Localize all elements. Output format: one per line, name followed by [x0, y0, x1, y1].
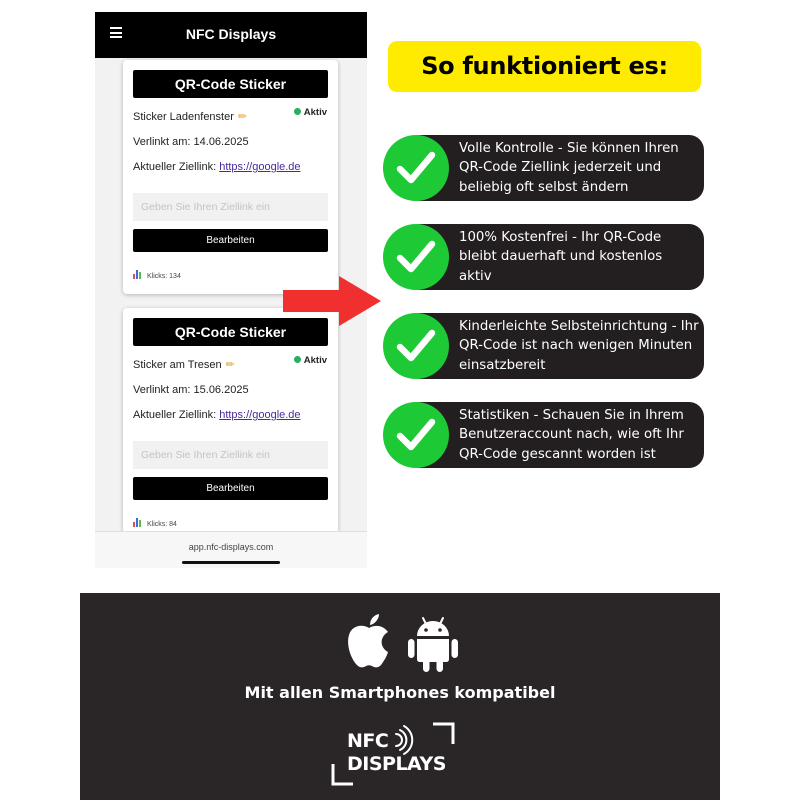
feature-text: Statistiken - Schauen Sie in Ihrem Benutzeraccount nach, wie oft Ihr QR-Code gescannt worden ist — [459, 408, 684, 462]
target-link[interactable]: https://google.de — [219, 409, 301, 421]
sticker-name-label: Sticker Ladenfenster — [133, 111, 234, 123]
status-label: Aktiv — [303, 107, 327, 118]
card-header: QR-Code Sticker — [133, 318, 328, 346]
feature-text: Kinderleichte Selbsteinrichtung - Ihr QR-Code ist nach wenigen Minuten einsatzbereit — [459, 319, 699, 373]
current-target — [133, 409, 301, 421]
target-link-input[interactable] — [133, 193, 328, 221]
linked-date: Verlinkt am: 15.06.2025 — [133, 384, 249, 396]
target-link[interactable]: https://google.de — [219, 161, 301, 173]
current-target — [133, 161, 301, 173]
logo-text-nfc: NFC — [347, 730, 389, 752]
app-title: NFC Displays — [185, 26, 277, 42]
status-badge — [294, 107, 327, 118]
app-bar — [95, 12, 367, 58]
home-indicator[interactable] — [182, 561, 280, 564]
target-label: Aktueller Ziellink: — [133, 409, 217, 421]
status-dot-icon — [294, 108, 301, 115]
bar-chart-icon — [133, 518, 143, 527]
sticker-card — [123, 308, 338, 548]
status-label: Aktiv — [303, 355, 327, 366]
edit-button[interactable]: Bearbeiten — [133, 477, 328, 500]
sticker-name-label: Sticker am Tresen — [133, 359, 222, 371]
android-icon — [406, 615, 460, 673]
pencil-icon[interactable]: ✏ — [225, 359, 235, 371]
checkmark-icon — [383, 313, 449, 379]
target-link-input[interactable] — [133, 441, 328, 469]
bar-chart-icon — [133, 270, 143, 279]
apple-icon — [344, 613, 394, 669]
url-text: app.nfc-displays.com — [188, 542, 274, 552]
status-badge — [294, 355, 327, 366]
headline: So funktioniert es: — [388, 41, 701, 92]
feature-item — [383, 135, 704, 201]
nfc-displays-logo — [330, 718, 460, 788]
logo-text-displays: DISPLAYS — [347, 753, 446, 775]
feature-text: 100% Kostenfrei - Ihr QR-Code bleibt dauerhaft und kostenlos aktiv — [459, 230, 663, 284]
click-count-label: Klicks: 134 — [147, 273, 181, 280]
target-label: Aktueller Ziellink: — [133, 161, 217, 173]
compatibility-text: Mit allen Smartphones kompatibel — [244, 683, 556, 702]
edit-button[interactable]: Bearbeiten — [133, 229, 328, 252]
click-count — [133, 270, 181, 280]
pencil-icon[interactable]: ✏ — [237, 111, 248, 123]
checkmark-icon — [383, 402, 449, 468]
click-count — [133, 518, 177, 528]
arrow-right-icon — [281, 275, 383, 327]
checkmark-icon — [383, 224, 449, 290]
card-header: QR-Code Sticker — [133, 70, 328, 98]
checkmark-icon — [383, 135, 449, 201]
feature-item — [383, 224, 704, 290]
status-dot-icon — [294, 356, 301, 363]
sticker-card — [123, 60, 338, 294]
feature-text: Volle Kontrolle - Sie können Ihren QR-Code Ziellink jederzeit und beliebig oft selbst ändern — [459, 141, 679, 195]
sticker-name — [133, 110, 247, 123]
feature-item — [383, 402, 704, 468]
feature-item — [383, 313, 704, 379]
linked-date: Verlinkt am: 14.06.2025 — [133, 136, 249, 148]
click-count-label: Klicks: 84 — [147, 521, 177, 528]
sticker-name — [133, 358, 235, 371]
browser-url-bar[interactable] — [95, 531, 367, 568]
compatibility-banner — [80, 593, 720, 800]
